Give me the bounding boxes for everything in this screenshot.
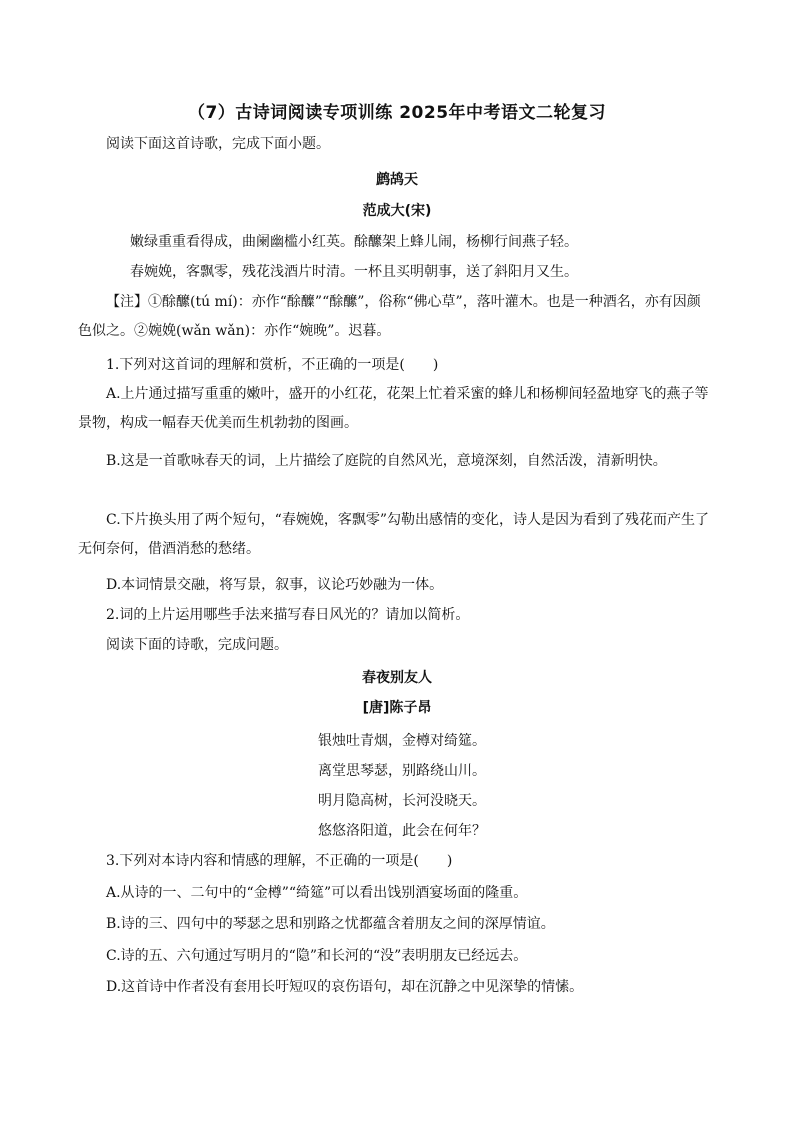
poem1-author: 范成大(宋) [362, 203, 432, 219]
section2-intro: 阅读下面的诗歌，完成问题。 [106, 637, 288, 653]
q3-option-d: D.这首诗中作者没有套用长吁短叹的哀伤语句，却在沉静之中见深挚的情愫。 [106, 979, 584, 995]
poem2-line: 银烛吐青烟，金樽对绮筵。 [318, 733, 486, 749]
poem1-title: 鹧鸪天 [376, 172, 418, 188]
poem1-line: 春婉娩，客飘零，残花浅酒片时清。一杯且买明朝事，送了斜阳月又生。 [130, 264, 578, 280]
question-1: 1.下列对这首词的理解和赏析，不正确的一项是( ) [106, 357, 439, 373]
poem2-author: [唐]陈子昂 [362, 700, 432, 716]
q1-option-a: A.上片通过描写重重的嫩叶，盛开的小红花，花架上忙着采蜜的蜂儿和杨柳间轻盈地穿飞的燕子等景物，构成一幅春天优美而生机勃勃的图画。 [78, 386, 709, 431]
q3-option-a: A.从诗的一、二句中的“金樽”“绮筵”可以看出饯别酒宴场面的隆重。 [106, 885, 528, 901]
q3-option-c: C.诗的五、六句通过写明月的“隐”和长河的“没”表明朋友已经远去。 [106, 948, 528, 964]
poem2-line: 悠悠洛阳道，此会在何年？ [318, 823, 486, 839]
poem1-note: 【注】①酴醿(tú mí)：亦作“酴醾”“酴醿”，俗称“佛心草”，落叶灌木。也是一种酒名，亦有因颜色似之。②婉娩(wǎn wǎn)：亦作“婉晚”。迟暮。 [78, 294, 701, 339]
poem2-line: 离堂思琴瑟，别路绕山川。 [318, 763, 486, 779]
question-2: 2.词的上片运用哪些手法来描写春日风光的？请加以简析。 [106, 607, 470, 623]
section1-intro: 阅读下面这首诗歌，完成下面小题。 [106, 136, 330, 152]
poem1-line: 嫩绿重重看得成，曲阑幽槛小红英。酴醿架上蜂儿闹，杨柳行间燕子轻。 [130, 234, 578, 250]
q1-option-d: D.本词情景交融，将写景，叙事，议论巧妙融为一体。 [106, 577, 444, 593]
page-title: （7）古诗词阅读专项训练 2025年中考语文二轮复习 [187, 103, 607, 123]
poem2-line: 明月隐高树，长河没晓天。 [318, 793, 486, 809]
q1-option-b: B.这是一首歌咏春天的词，上片描绘了庭院的自然风光，意境深刻，自然活泼，清新明快。 [106, 453, 667, 469]
q3-option-b: B.诗的三、四句中的琴瑟之思和别路之忧都蕴含着朋友之间的深厚情谊。 [106, 916, 555, 932]
q1-option-c: C.下片换头用了两个短句，“春婉娩，客飘零”勾勒出感情的变化，诗人是因为看到了残花而产生了无何奈何，借酒消愁的愁绪。 [78, 512, 709, 557]
question-3: 3.下列对本诗内容和情感的理解，不正确的一项是( ) [106, 853, 453, 869]
poem2-title: 春夜别友人 [362, 670, 432, 686]
